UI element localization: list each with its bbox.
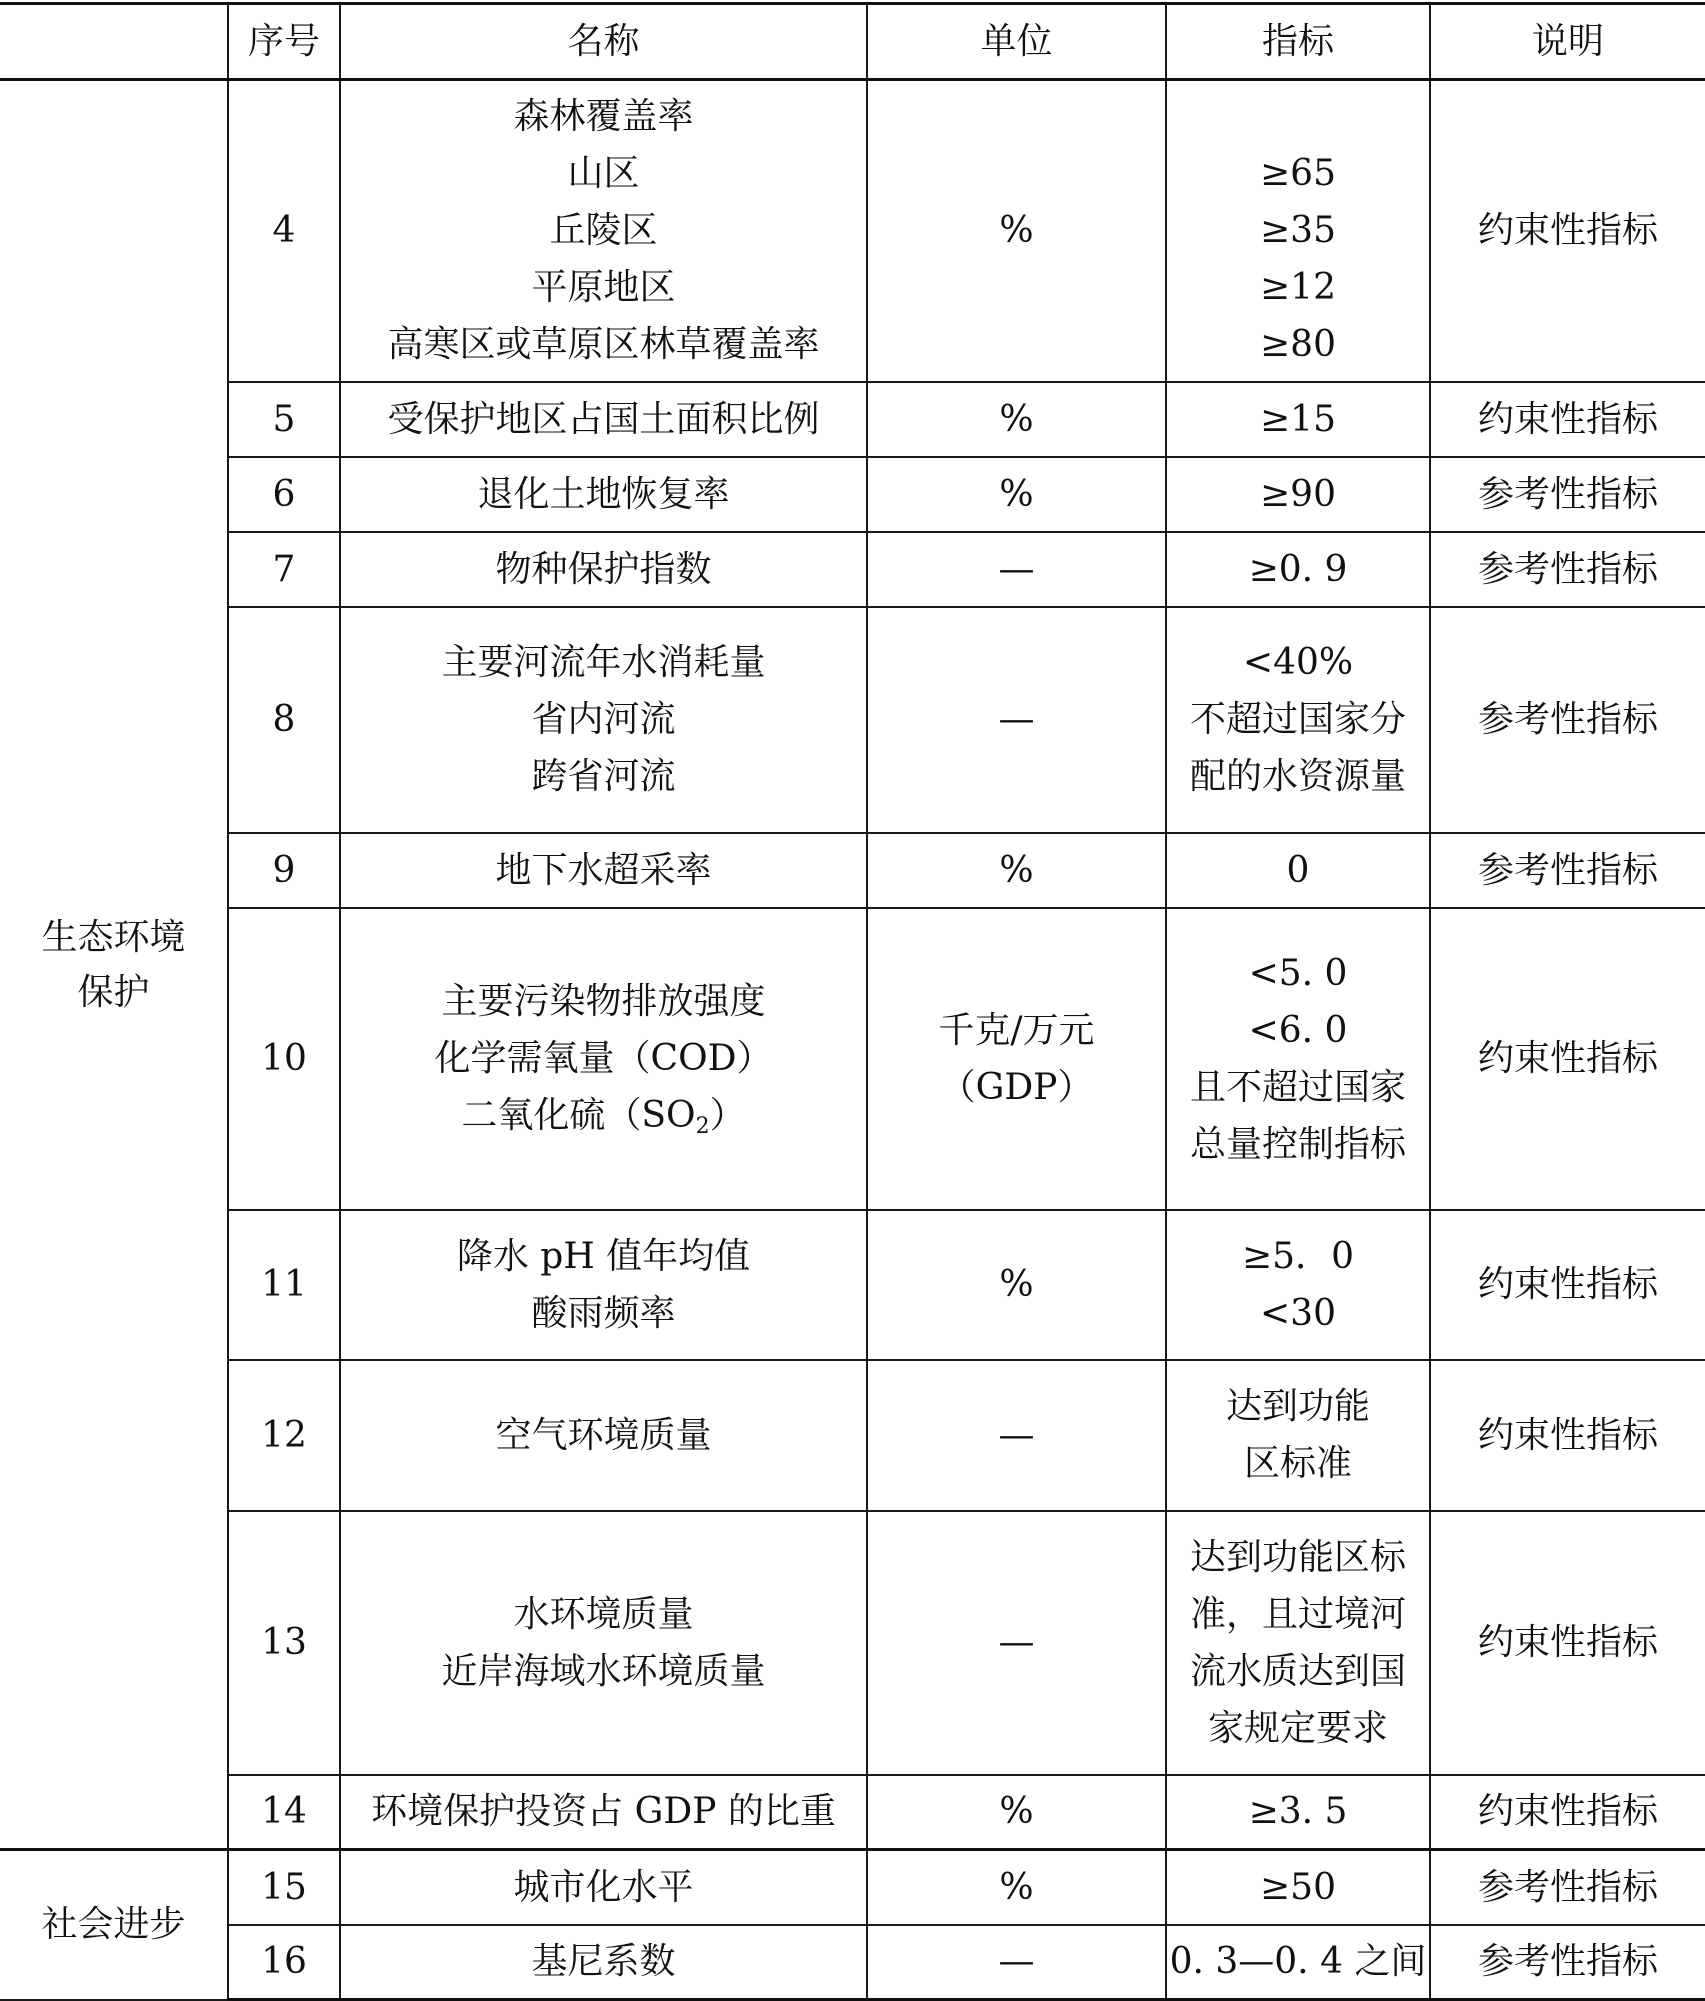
unit-line: 千克/万元 <box>938 1009 1095 1051</box>
target-line: 家规定要求 <box>1207 1707 1388 1749</box>
cell-note: 参考性指标 <box>1430 833 1705 908</box>
indicator-table <box>0 2 1705 2001</box>
cell-target <box>1166 1511 1430 1775</box>
group-label-line: 生态环境 <box>41 916 186 958</box>
group-social-progress: 社会进步 <box>0 1850 228 2000</box>
table-row <box>0 1850 1705 1925</box>
cell-unit: % <box>867 80 1166 382</box>
cell-target: ≥90 <box>1166 457 1430 532</box>
table-row <box>0 382 1705 457</box>
cell-seq: 13 <box>228 1511 340 1775</box>
cell-target: 0. 3—0. 4 之间 <box>1166 1925 1430 2000</box>
target-line: ≥65 <box>1260 153 1336 195</box>
cell-seq: 8 <box>228 607 340 833</box>
cell-name <box>340 1210 867 1360</box>
target-line: <30 <box>1260 1292 1336 1334</box>
cell-name: 空气环境质量 <box>340 1360 867 1511</box>
cell-note: 参考性指标 <box>1430 607 1705 833</box>
group-eco-protection <box>0 80 228 1850</box>
table-row <box>0 1775 1705 1850</box>
table-row <box>0 908 1705 1210</box>
cell-seq: 14 <box>228 1775 340 1850</box>
table-row <box>0 80 1705 382</box>
header-row <box>0 4 1705 80</box>
name-text: 二氧化硫（SO <box>461 1095 696 1136</box>
cell-target <box>1166 80 1430 382</box>
group-label-line: 保护 <box>77 971 150 1013</box>
cell-unit: % <box>867 833 1166 908</box>
cell-name: 受保护地区占国土面积比例 <box>340 382 867 457</box>
table-row <box>0 1925 1705 2000</box>
cell-seq: 7 <box>228 532 340 607</box>
cell-unit <box>867 908 1166 1210</box>
cell-name: 基尼系数 <box>340 1925 867 2000</box>
target-line: <5. 0 <box>1248 952 1348 994</box>
name-line: 化学需氧量（COD） <box>434 1038 773 1079</box>
unit-line: （GDP） <box>939 1066 1094 1108</box>
cell-target: ≥0. 9 <box>1166 532 1430 607</box>
cell-note: 约束性指标 <box>1430 1360 1705 1511</box>
cell-unit: — <box>867 1360 1166 1511</box>
cell-target: ≥15 <box>1166 382 1430 457</box>
name-line: 近岸海域水环境质量 <box>441 1650 766 1692</box>
target-line: ≥35 <box>1260 210 1336 252</box>
table-row <box>0 1210 1705 1360</box>
cell-name <box>340 1511 867 1775</box>
cell-seq: 12 <box>228 1360 340 1511</box>
cell-note: 约束性指标 <box>1430 908 1705 1210</box>
cell-target: ≥3. 5 <box>1166 1775 1430 1850</box>
cell-unit: — <box>867 532 1166 607</box>
cell-note: 参考性指标 <box>1430 1850 1705 1925</box>
header-name: 名称 <box>340 4 867 80</box>
name-line: 森林覆盖率 <box>513 96 694 138</box>
name-line: 酸雨频率 <box>531 1292 676 1334</box>
target-line: 且不超过国家 <box>1189 1066 1406 1108</box>
cell-seq: 5 <box>228 382 340 457</box>
cell-target: ≥50 <box>1166 1850 1430 1925</box>
cell-seq: 4 <box>228 80 340 382</box>
cell-seq: 10 <box>228 908 340 1210</box>
table-row <box>0 457 1705 532</box>
cell-note: 约束性指标 <box>1430 1210 1705 1360</box>
cell-seq: 16 <box>228 1925 340 2000</box>
target-line: <6. 0 <box>1248 1009 1348 1051</box>
cell-name <box>340 607 867 833</box>
target-line: 区标准 <box>1243 1443 1352 1484</box>
header-unit: 单位 <box>867 4 1166 80</box>
name-line: 主要河流年水消耗量 <box>441 642 766 683</box>
cell-name: 城市化水平 <box>340 1850 867 1925</box>
cell-unit: % <box>867 1775 1166 1850</box>
table-row <box>0 833 1705 908</box>
cell-name: 物种保护指数 <box>340 532 867 607</box>
table-row <box>0 532 1705 607</box>
target-line: ≥12 <box>1260 267 1336 309</box>
target-line: ≥80 <box>1260 324 1336 366</box>
cell-name <box>340 908 867 1210</box>
cell-unit: % <box>867 1850 1166 1925</box>
cell-name: 环境保护投资占 GDP 的比重 <box>340 1775 867 1850</box>
name-line: 降水 pH 值年均值 <box>456 1235 751 1277</box>
cell-unit: — <box>867 607 1166 833</box>
name-line: 跨省河流 <box>531 756 676 797</box>
target-line: 达到功能区标 <box>1189 1536 1406 1578</box>
header-target: 指标 <box>1166 4 1430 80</box>
name-line: 山区 <box>567 153 640 195</box>
cell-note: 约束性指标 <box>1430 1511 1705 1775</box>
cell-unit: — <box>867 1511 1166 1775</box>
name-line: 水环境质量 <box>513 1593 694 1635</box>
cell-note: 参考性指标 <box>1430 1925 1705 2000</box>
cell-note: 约束性指标 <box>1430 382 1705 457</box>
cell-seq: 6 <box>228 457 340 532</box>
subscript: 2 <box>695 1114 710 1139</box>
table-row <box>0 1511 1705 1775</box>
cell-unit: % <box>867 457 1166 532</box>
target-line: 不超过国家分 <box>1189 699 1406 740</box>
header-note: 说明 <box>1430 4 1705 80</box>
name-line: 高寒区或草原区林草覆盖率 <box>387 324 820 366</box>
cell-note: 参考性指标 <box>1430 532 1705 607</box>
target-line: 配的水资源量 <box>1189 756 1406 797</box>
cell-unit: % <box>867 1210 1166 1360</box>
cell-seq: 11 <box>228 1210 340 1360</box>
cell-target <box>1166 607 1430 833</box>
target-line: 准，且过境河 <box>1189 1593 1406 1635</box>
cell-note: 参考性指标 <box>1430 457 1705 532</box>
name-line <box>341 1087 866 1144</box>
table-row <box>0 607 1705 833</box>
target-line: ≥5．0 <box>1242 1235 1354 1277</box>
name-line: 省内河流 <box>531 699 676 740</box>
name-line: 丘陵区 <box>549 210 658 252</box>
cell-unit: — <box>867 1925 1166 2000</box>
table-row <box>0 1360 1705 1511</box>
name-line: 平原地区 <box>531 267 676 309</box>
target-line: <40% <box>1242 642 1354 683</box>
header-group <box>0 4 228 80</box>
name-line: 主要污染物排放强度 <box>441 981 766 1022</box>
cell-target: 0 <box>1166 833 1430 908</box>
name-text: ） <box>709 1095 746 1136</box>
target-line: 达到功能 <box>1225 1386 1370 1427</box>
header-seq: 序号 <box>228 4 340 80</box>
cell-name: 地下水超采率 <box>340 833 867 908</box>
cell-seq: 15 <box>228 1850 340 1925</box>
cell-target <box>1166 908 1430 1210</box>
cell-target <box>1166 1210 1430 1360</box>
cell-seq: 9 <box>228 833 340 908</box>
target-line: 总量控制指标 <box>1189 1123 1406 1165</box>
cell-note: 约束性指标 <box>1430 1775 1705 1850</box>
cell-name: 退化土地恢复率 <box>340 457 867 532</box>
cell-unit: % <box>867 382 1166 457</box>
cell-name <box>340 80 867 382</box>
target-line: 流水质达到国 <box>1189 1650 1406 1692</box>
cell-target <box>1166 1360 1430 1511</box>
cell-note: 约束性指标 <box>1430 80 1705 382</box>
